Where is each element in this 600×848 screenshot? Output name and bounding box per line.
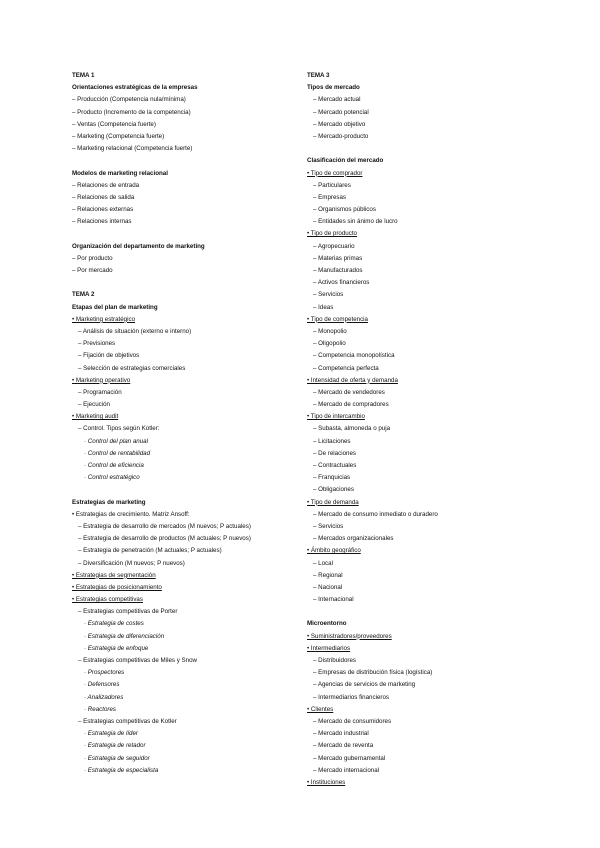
list-item: – Entidades sin ánimo de lucro [313, 218, 398, 226]
list-item: – Mercado de consumidores [313, 717, 392, 725]
list-item: – Marketing (Competencia fuerte) [72, 132, 165, 140]
list-item: · Estrategia de enfoque [84, 644, 149, 652]
list-item: – Mercado industrial [313, 730, 369, 738]
section-heading: Clasificación del mercado [307, 157, 384, 165]
list-item: • Estrategias competitivas [72, 596, 143, 604]
list-item: – Agencias de servicios de marketing [313, 681, 416, 689]
list-item: – Mercado gubernamental [313, 754, 386, 762]
list-item: • Intermediarios [307, 644, 351, 652]
list-item: · Estrategia de diferenciación [84, 632, 165, 640]
list-item: – Mercado de consumo inmediato o duradero [313, 510, 438, 518]
list-item: • Tipo de demanda [307, 498, 359, 506]
list-item: – Marketing relacional (Competencia fuerte) [72, 145, 193, 153]
list-item: – Previsiones [78, 340, 116, 348]
list-item: – Producto (Incremento de la competencia) [72, 108, 191, 116]
list-item: – Relaciones de salida [72, 193, 135, 201]
section-heading: Organización del departamento de marketing [72, 242, 205, 250]
section-heading: Microentorno [307, 620, 347, 628]
list-item: – Mercado-producto [313, 132, 369, 140]
list-item: – Franquicias [313, 474, 351, 482]
list-item: • Intensidad de oferta y demanda [307, 376, 398, 384]
list-item: – Intermediarios financieros [313, 693, 390, 701]
list-item: – Servicios [313, 522, 344, 530]
list-item: – Ideas [313, 303, 334, 311]
list-item: – Licitaciones [313, 437, 351, 445]
list-item: – Servicios [313, 291, 344, 299]
list-item: · Estrategia de costes [84, 620, 144, 628]
list-item: – Monopolio [313, 327, 347, 335]
list-item: – Estrategia de desarrollo de productos (M actuales; P nuevos) [78, 535, 251, 543]
list-item: – Obligaciones [313, 486, 354, 494]
list-item: · Control de eficiencia [84, 462, 144, 469]
list-item: · Estrategia de retador [84, 742, 146, 750]
list-item: – Materias primas [313, 254, 363, 262]
list-item: – Estrategia de penetración (M actuales; P actuales) [78, 547, 222, 555]
list-item: • Tipo de competencia [307, 315, 368, 323]
list-item: • Marketing audit [72, 413, 119, 421]
list-item: – Relaciones internas [72, 218, 132, 226]
list-item: – Ventas (Competencia fuerte) [72, 120, 156, 128]
list-item: · Analizadores [84, 693, 124, 701]
list-item: · Reactores [84, 705, 116, 713]
list-item: – Análisis de situación (externo e interno) [78, 327, 192, 335]
list-item: – Empresas [313, 193, 347, 201]
list-item: – Regional [313, 571, 343, 579]
list-item: – Por mercado [72, 267, 113, 274]
list-item: · Estrategia de especialista [84, 766, 159, 774]
list-item: – Mercado objetivo [313, 120, 366, 128]
list-item: • Instituciones [307, 778, 346, 786]
list-item: – Agropecuario [313, 242, 355, 250]
list-item: – Subasta, almoneda o puja [313, 425, 391, 433]
section-heading: TEMA 3 [307, 72, 330, 79]
spacer [72, 228, 297, 240]
list-item: – Internacional [313, 596, 354, 604]
list-item: – Programación [78, 388, 122, 396]
section-heading: TEMA 1 [72, 72, 95, 79]
list-item: – Mercado de compradores [313, 401, 389, 409]
list-item: – Estrategia de desarrollo de mercados (M nuevos; P actuales) [78, 522, 251, 530]
list-item: – Por producto [72, 254, 113, 262]
list-item: – Control. Tipos según Kotler: [78, 425, 160, 433]
list-item: · Control estratégico [84, 474, 140, 482]
spacer [307, 143, 547, 155]
list-item: – Distribuidores [313, 657, 356, 664]
section-heading: TEMA 2 [72, 291, 95, 299]
list-item: – Estrategias competitivas de Miles y Snow [78, 657, 197, 664]
list-item: • Tipo de producto [307, 230, 357, 238]
list-item: – De relaciones [313, 449, 356, 457]
left-column [72, 70, 297, 777]
list-item: • Ámbito geográfico [307, 547, 361, 555]
list-item: • Estrategias de posicionamiento [72, 583, 162, 591]
list-item: – Mercado potencial [313, 108, 369, 116]
list-item: · Defensores [84, 681, 120, 689]
list-item: – Competencia perfecta [313, 364, 379, 372]
list-item: – Nacional [313, 583, 343, 591]
list-item: • Tipo de comprador [307, 169, 363, 177]
list-item: – Mercado internacional [313, 766, 380, 774]
spacer [72, 277, 297, 289]
section-heading: Orientaciones estratégicas de la empresas [72, 84, 198, 92]
right-column [307, 70, 547, 789]
list-item: – Competencia monopolística [313, 352, 395, 360]
list-item: – Mercados organizacionales [313, 535, 394, 543]
list-item: – Mercado de vendedores [313, 388, 385, 396]
list-item: – Relaciones de entrada [72, 181, 140, 189]
section-heading: Tipos de mercado [307, 84, 360, 92]
list-item: • Estrategias de crecimiento. Matriz Ansoff: [72, 510, 190, 518]
list-item: – Producción (Competencia nula/mínima) [72, 96, 186, 104]
list-item: – Empresas de distribución física (logística) [313, 669, 433, 677]
list-item: · Control de rentabilidad [84, 449, 151, 457]
list-item: • Marketing estratégico [72, 315, 136, 323]
list-item: · Control del plan anual [84, 437, 148, 445]
list-item: – Contractuales [313, 462, 357, 469]
list-item: • Marketing operativo [72, 376, 131, 384]
list-item: – Fijación de objetivos [78, 352, 140, 360]
spacer [307, 606, 547, 618]
section-heading: Estrategias de marketing [72, 498, 146, 506]
list-item: – Manufacturados [313, 267, 363, 274]
list-item: – Particulares [313, 181, 351, 189]
list-item: · Estrategia de seguidor [84, 754, 150, 762]
list-item: – Selección de estrategias comerciales [78, 364, 186, 372]
list-item: – Local [313, 559, 333, 567]
spacer [72, 155, 297, 167]
list-item: – Diversificación (M nuevos; P nuevos) [78, 559, 185, 567]
list-item: • Suministradores/proveedores [307, 632, 392, 640]
list-item: · Estrategia de líder [84, 730, 138, 738]
list-item: – Relaciones externas [72, 206, 134, 214]
list-item: • Estrategias de segmentación [72, 571, 156, 579]
list-item: – Estrategias competitivas de Porter [78, 608, 178, 616]
list-item: – Ejecución [78, 401, 110, 409]
list-item: – Organismos públicos [313, 206, 376, 214]
section-heading: Modelos de marketing relacional [72, 169, 168, 177]
list-item: • Tipo de intercambio [307, 413, 365, 421]
list-item: – Estrategias competitivas de Kotler [78, 717, 177, 725]
list-item: • Clientes [307, 705, 334, 713]
list-item: – Mercado actual [313, 96, 361, 104]
list-item: · Prospectores [84, 669, 125, 677]
list-item: – Mercado de reventa [313, 742, 374, 750]
section-heading: Etapas del plan de marketing [72, 303, 158, 311]
list-item: – Activos financieros [313, 279, 370, 287]
list-item: – Oligopolio [313, 340, 346, 348]
spacer [72, 484, 297, 496]
